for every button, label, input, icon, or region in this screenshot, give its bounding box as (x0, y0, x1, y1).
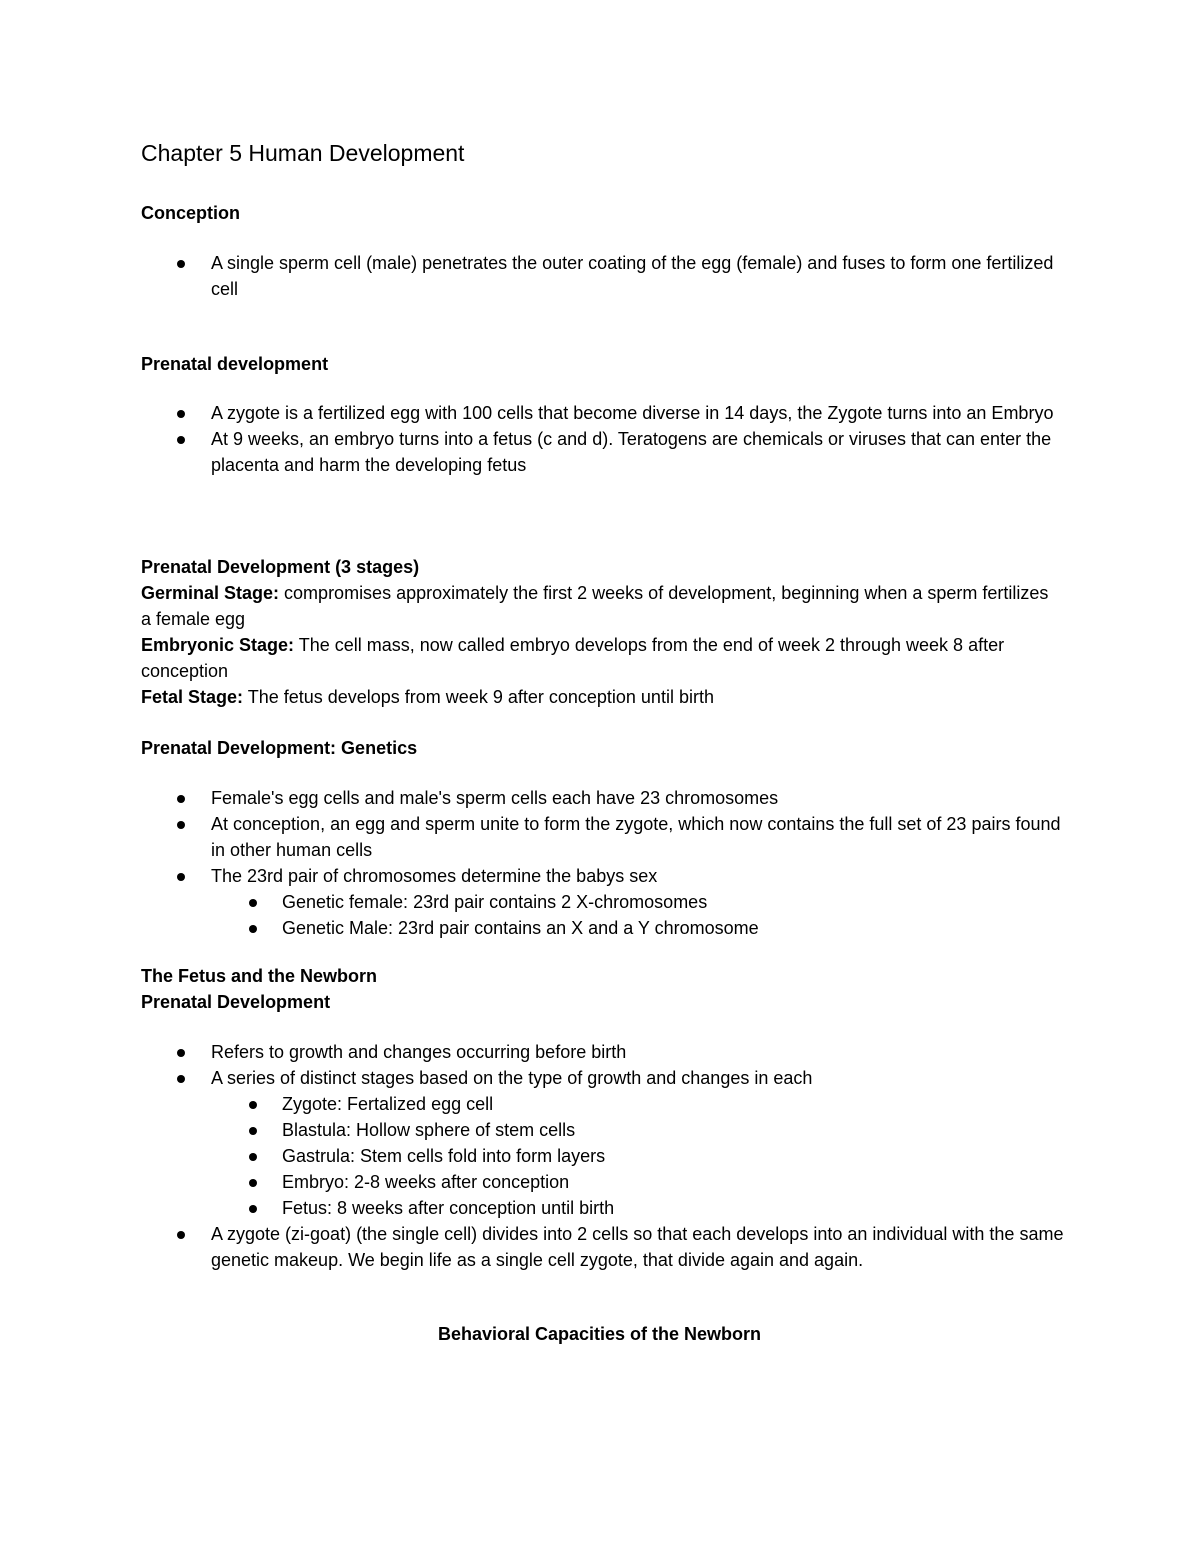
list-item: At 9 weeks, an embryo turns into a fetus (c and d). Teratogens are chemicals or viruses that can enter the placenta and harm the developing fetus (141, 426, 1071, 478)
bullet-icon (177, 821, 185, 829)
bullet-icon (249, 1179, 257, 1187)
bullet-icon (249, 925, 257, 933)
sub-list-item: Zygote: Fertalized egg cell (141, 1091, 1071, 1117)
embryonic-stage-label: Embryonic Stage: (141, 635, 295, 655)
bullet-icon (177, 1231, 185, 1239)
list-item: A zygote (zi-goat) (the single cell) divides into 2 cells so that each develops into an individual with the same genetic makeup. We begin life as a single cell zygote, that divide again and again. (141, 1221, 1071, 1273)
genetics-heading: Prenatal Development: Genetics (141, 738, 418, 758)
bullet-icon (177, 1049, 185, 1057)
conception-heading: Conception (141, 203, 240, 223)
germinal-stage-text: compromises approximately the first 2 weeks of development, beginning when a sperm fertilizes a female egg (141, 583, 1049, 629)
list-item: At conception, an egg and sperm unite to form the zygote, which now contains the full set of 23 pairs found in other human cells (141, 811, 1071, 863)
behavioral-capacities-heading: Behavioral Capacities of the Newborn (437, 1324, 762, 1344)
bullet-icon (177, 410, 185, 418)
prenatal-list (141, 400, 1071, 478)
sub-list-item: Genetic Male: 23rd pair contains an X and a Y chromosome (141, 915, 1071, 941)
sub-list-item: Genetic female: 23rd pair contains 2 X-chromosomes (141, 889, 1071, 915)
bullet-icon (249, 1101, 257, 1109)
genetics-list (141, 785, 1071, 941)
embryonic-stage-paragraph (141, 632, 1061, 684)
fetus-list (141, 1039, 1071, 1273)
list-item: Female's egg cells and male's sperm cells each have 23 chromosomes (141, 785, 1071, 811)
prenatal-development-subheading: Prenatal Development (141, 992, 331, 1012)
list-item: A single sperm cell (male) penetrates the outer coating of the egg (female) and fuses to form one fertilized cell (141, 250, 1071, 302)
bullet-icon (177, 873, 185, 881)
embryonic-stage-text: The cell mass, now called embryo develops from the end of week 2 through week 8 after conception (141, 635, 1005, 681)
bullet-icon (177, 1075, 185, 1083)
bullet-icon (249, 899, 257, 907)
list-item: A zygote is a fertilized egg with 100 cells that become diverse in 14 days, the Zygote turns into an Embryo (141, 400, 1071, 426)
bullet-icon (249, 1127, 257, 1135)
sub-list-item: Blastula: Hollow sphere of stem cells (141, 1117, 1071, 1143)
stages-heading: Prenatal Development (3 stages) (141, 557, 420, 577)
bullet-icon (249, 1153, 257, 1161)
prenatal-heading: Prenatal development (141, 354, 329, 374)
bullet-icon (177, 260, 185, 268)
bullet-icon (177, 436, 185, 444)
sub-list-item: Fetus: 8 weeks after conception until birth (141, 1195, 1071, 1221)
fetal-stage-label: Fetal Stage: (141, 687, 244, 707)
list-item: A series of distinct stages based on the type of growth and changes in each (141, 1065, 1071, 1091)
sub-list-item: Gastrula: Stem cells fold into form layers (141, 1143, 1071, 1169)
sub-list-item: Embryo: 2-8 weeks after conception (141, 1169, 1071, 1195)
page-title: Chapter 5 Human Development (141, 140, 465, 166)
fetal-stage-paragraph (141, 684, 1061, 710)
conception-list (141, 250, 1071, 302)
list-item: Refers to growth and changes occurring before birth (141, 1039, 1071, 1065)
germinal-stage-label: Germinal Stage: (141, 583, 280, 603)
list-item: The 23rd pair of chromosomes determine the babys sex (141, 863, 1071, 889)
bullet-icon (249, 1205, 257, 1213)
fetus-newborn-heading: The Fetus and the Newborn (141, 966, 378, 986)
bullet-icon (177, 795, 185, 803)
fetal-stage-text: The fetus develops from week 9 after conception until birth (243, 687, 714, 707)
germinal-stage-paragraph (141, 580, 1061, 632)
